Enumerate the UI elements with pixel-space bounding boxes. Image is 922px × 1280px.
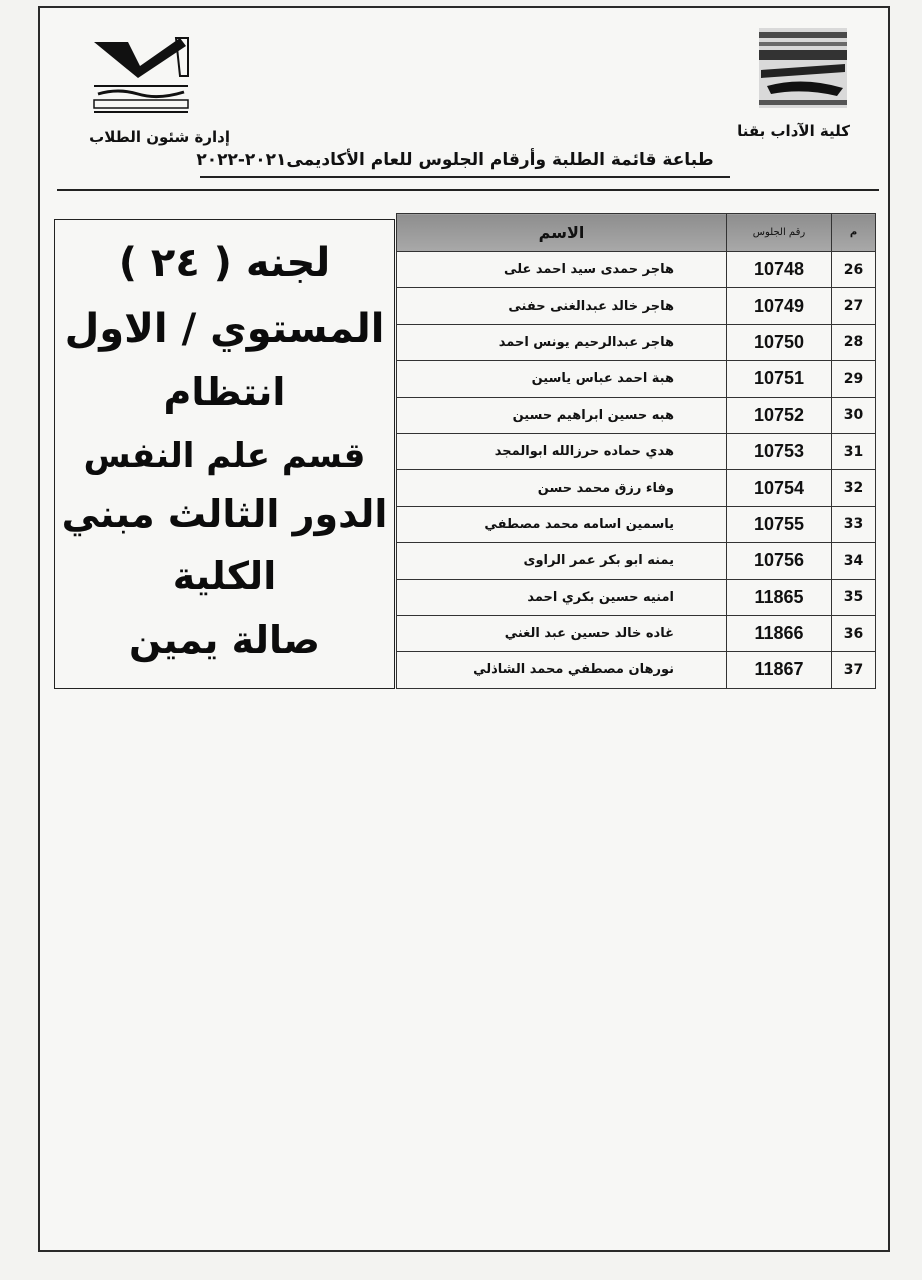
row-student-name: هاجر حمدى سيد احمد على bbox=[397, 252, 727, 288]
committee-level: المستوي / الاول bbox=[64, 306, 385, 352]
row-index: 31 bbox=[832, 433, 876, 469]
committee-hall: صالة يمين bbox=[129, 618, 320, 662]
row-seat-number: 10748 bbox=[727, 252, 832, 288]
row-index: 28 bbox=[832, 324, 876, 360]
table-row bbox=[397, 361, 876, 397]
row-seat-number: 11865 bbox=[727, 579, 832, 615]
header-divider bbox=[57, 189, 879, 191]
table-header-row bbox=[397, 214, 876, 252]
table-row bbox=[397, 579, 876, 615]
row-seat-number: 10756 bbox=[727, 543, 832, 579]
students-table bbox=[396, 213, 876, 689]
row-index: 32 bbox=[832, 470, 876, 506]
row-index: 33 bbox=[832, 506, 876, 542]
row-student-name: هبة احمد عباس ياسين bbox=[397, 361, 727, 397]
row-seat-number: 10750 bbox=[727, 324, 832, 360]
table-row bbox=[397, 506, 876, 542]
table-row bbox=[397, 288, 876, 324]
table-row bbox=[397, 470, 876, 506]
department-name: إدارة شئون الطلاب bbox=[89, 128, 230, 146]
row-student-name: ياسمين اسامه محمد مصطفي bbox=[397, 506, 727, 542]
table-row bbox=[397, 433, 876, 469]
row-seat-number: 11867 bbox=[727, 652, 832, 688]
row-index: 34 bbox=[832, 543, 876, 579]
row-index: 35 bbox=[832, 579, 876, 615]
table-row bbox=[397, 615, 876, 651]
row-student-name: هاجر عبدالرحيم يونس احمد bbox=[397, 324, 727, 360]
row-student-name: هاجر خالد عبدالغنى حفنى bbox=[397, 288, 727, 324]
row-student-name: نورهان مصطفي محمد الشاذلي bbox=[397, 652, 727, 688]
row-seat-number: 10749 bbox=[727, 288, 832, 324]
row-student-name: غاده خالد حسين عبد الغني bbox=[397, 615, 727, 651]
row-student-name: امنيه حسين بكري احمد bbox=[397, 579, 727, 615]
committee-number: لجنه ( ٢٤ ) bbox=[118, 240, 331, 286]
header-name: الاسم bbox=[397, 214, 727, 252]
committee-department: قسم علم النفس bbox=[83, 436, 366, 476]
table-row bbox=[397, 543, 876, 579]
title-underline bbox=[200, 176, 730, 178]
row-seat-number: 10753 bbox=[727, 433, 832, 469]
row-student-name: هدي حماده حرزالله ابوالمجد bbox=[397, 433, 727, 469]
row-seat-number: 10751 bbox=[727, 361, 832, 397]
row-seat-number: 10752 bbox=[727, 397, 832, 433]
row-index: 36 bbox=[832, 615, 876, 651]
table-row bbox=[397, 652, 876, 688]
row-seat-number: 11866 bbox=[727, 615, 832, 651]
row-student-name: يمنه ابو بكر عمر الراوى bbox=[397, 543, 727, 579]
row-index: 37 bbox=[832, 652, 876, 688]
college-logo-icon bbox=[757, 26, 849, 110]
header-index: م bbox=[832, 214, 876, 252]
committee-floor: الدور الثالث مبني bbox=[61, 492, 388, 536]
student-affairs-logo-icon bbox=[88, 36, 190, 116]
committee-info-box bbox=[54, 219, 395, 689]
row-seat-number: 10755 bbox=[727, 506, 832, 542]
committee-building: الكلية bbox=[172, 554, 277, 598]
row-student-name: وفاء رزق محمد حسن bbox=[397, 470, 727, 506]
row-index: 26 bbox=[832, 252, 876, 288]
table-row bbox=[397, 252, 876, 288]
row-index: 30 bbox=[832, 397, 876, 433]
table-row bbox=[397, 397, 876, 433]
row-student-name: هبه حسين ابراهيم حسين bbox=[397, 397, 727, 433]
row-index: 27 bbox=[832, 288, 876, 324]
committee-enrollment: انتظام bbox=[163, 370, 286, 414]
row-seat-number: 10754 bbox=[727, 470, 832, 506]
college-name: كلية الآداب بقنا bbox=[737, 122, 850, 140]
table-row bbox=[397, 324, 876, 360]
header-seat-number: رقم الجلوس bbox=[727, 214, 832, 252]
row-index: 29 bbox=[832, 361, 876, 397]
document-title: طباعة قائمة الطلبة وأرقام الجلوس للعام الأكاديمى٢٠٢١-٢٠٢٢ bbox=[196, 150, 714, 170]
